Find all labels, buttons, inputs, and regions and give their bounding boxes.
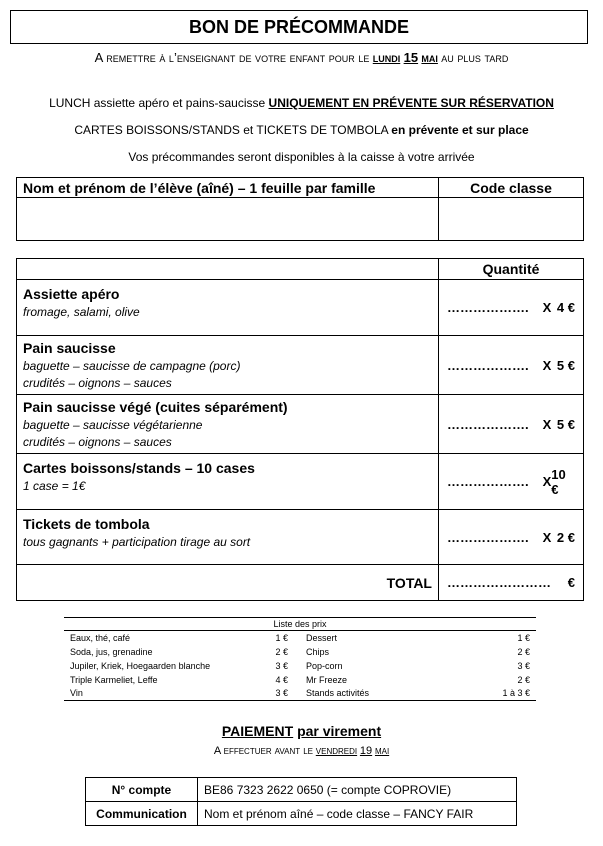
item-name: Assiette apéro bbox=[23, 286, 120, 302]
price-row bbox=[64, 673, 536, 687]
price-item: Jupiler, Kriek, Hoegaarden blanche bbox=[70, 660, 211, 671]
price-item: Chips bbox=[306, 646, 330, 657]
student-name-field[interactable] bbox=[17, 198, 439, 241]
price-item: Vin bbox=[70, 688, 83, 699]
item-name: Pain saucisse bbox=[23, 340, 116, 356]
deadline-month: mai bbox=[421, 50, 438, 65]
times-sign: X bbox=[542, 529, 552, 545]
payment-sub-date: 19 bbox=[359, 745, 373, 757]
item-description: baguette – saucisse végétarienne bbox=[23, 418, 203, 432]
order-header-blank bbox=[17, 259, 439, 280]
item-name: Cartes boissons/stands – 10 cases bbox=[23, 460, 255, 476]
payment-table bbox=[85, 777, 517, 826]
deadline-prefix: A remettre à l’enseignant de votre enfant pour le bbox=[94, 50, 370, 65]
total-field[interactable]: …………………… bbox=[447, 575, 551, 590]
order-row bbox=[17, 336, 584, 395]
price-item: Mr Freeze bbox=[306, 674, 348, 685]
deadline-date: 15 bbox=[403, 50, 419, 65]
payment-sub-day: vendredi bbox=[315, 745, 358, 757]
info-line-1-text: LUNCH assiette apéro et pains-saucisse bbox=[49, 96, 266, 110]
item-description: baguette – saucisse de campagne (porc) bbox=[23, 359, 241, 373]
deadline-day: lundi bbox=[372, 50, 401, 65]
price-value: 1 € bbox=[275, 632, 288, 643]
price-item: Dessert bbox=[306, 632, 338, 643]
price-value: 3 € bbox=[517, 660, 530, 671]
deadline-line bbox=[0, 50, 603, 65]
quantity-field[interactable]: ………………. bbox=[447, 529, 529, 545]
student-name-header: Nom et prénom de l’élève (aîné) – 1 feuille par famille bbox=[17, 178, 439, 198]
item-price: 4 € bbox=[556, 300, 575, 315]
price-value: 3 € bbox=[275, 660, 288, 671]
item-name: Pain saucisse végé (cuites séparément) bbox=[23, 399, 288, 415]
order-row bbox=[17, 395, 584, 454]
deadline-suffix: au plus tard bbox=[441, 50, 509, 65]
payment-title-bold: PAIEMENT bbox=[221, 723, 294, 739]
communication-value: Nom et prénom aîné – code classe – FANCY FAIR bbox=[198, 802, 517, 826]
info-line-3: Vos précommandes seront disponibles à la caisse à votre arrivée bbox=[128, 150, 475, 164]
account-value: BE86 7323 2622 0650 (= compte COPROVIE) bbox=[198, 778, 517, 802]
total-currency: € bbox=[567, 575, 575, 590]
quantity-header: Quantité bbox=[439, 259, 584, 280]
times-sign: X bbox=[542, 474, 552, 489]
order-table bbox=[16, 258, 584, 601]
item-name: Tickets de tombola bbox=[23, 516, 150, 532]
order-row bbox=[17, 454, 584, 510]
price-item: Eaux, thé, café bbox=[70, 632, 131, 643]
payment-sub-prefix: A effectuer avant le bbox=[213, 745, 313, 757]
price-row bbox=[64, 659, 536, 673]
times-sign: X bbox=[542, 416, 552, 432]
info-line-2 bbox=[0, 123, 603, 137]
times-sign: X bbox=[542, 357, 552, 373]
item-price: 2 € bbox=[556, 529, 575, 545]
total-label: TOTAL bbox=[17, 565, 439, 601]
price-value: 1 à 3 € bbox=[502, 688, 530, 699]
item-description: tous gagnants + participation tirage au sort bbox=[23, 535, 251, 549]
info-line-2-text: CARTES BOISSONS/STANDS et TICKETS DE TOMBOLA bbox=[74, 123, 388, 137]
total-row bbox=[17, 565, 584, 601]
item-price: 5 € bbox=[556, 416, 575, 432]
item-price: 10 € bbox=[551, 466, 566, 497]
quantity-field[interactable]: ………………. bbox=[447, 416, 529, 432]
price-value: 1 € bbox=[517, 632, 530, 643]
price-value: 3 € bbox=[275, 688, 288, 699]
price-list-caption: Liste des prix bbox=[64, 618, 536, 631]
price-list bbox=[64, 617, 536, 701]
order-row bbox=[17, 280, 584, 336]
price-item: Soda, jus, grenadine bbox=[70, 646, 153, 657]
order-row bbox=[17, 510, 584, 565]
price-row bbox=[64, 687, 536, 701]
payment-sub-month: mai bbox=[374, 745, 390, 757]
info-line-1-emph: UNIQUEMENT EN PRÉVENTE SUR RÉSERVATION bbox=[268, 96, 554, 110]
item-description: crudités – oignons – sauces bbox=[23, 435, 172, 449]
times-sign: X bbox=[542, 300, 552, 315]
student-table bbox=[16, 177, 584, 241]
price-item: Triple Karmeliet, Leffe bbox=[70, 674, 158, 685]
quantity-field[interactable]: ………………. bbox=[447, 474, 529, 489]
price-item: Stands activités bbox=[306, 688, 370, 699]
communication-label: Communication bbox=[86, 802, 198, 826]
item-description: crudités – oignons – sauces bbox=[23, 376, 172, 390]
price-item: Pop-corn bbox=[306, 660, 343, 671]
class-code-header: Code classe bbox=[439, 178, 584, 198]
account-label: N° compte bbox=[86, 778, 198, 802]
quantity-field[interactable]: ………………. bbox=[447, 300, 529, 315]
info-line-2-emph: en prévente et sur place bbox=[391, 123, 529, 137]
item-description: 1 case = 1€ bbox=[23, 479, 86, 493]
price-row bbox=[64, 631, 536, 645]
price-value: 2 € bbox=[275, 646, 288, 657]
item-price: 5 € bbox=[556, 357, 575, 373]
payment-subtitle bbox=[0, 745, 603, 757]
price-value: 2 € bbox=[517, 646, 530, 657]
info-line-1 bbox=[0, 96, 603, 110]
price-row bbox=[64, 645, 536, 659]
quantity-field[interactable]: ………………. bbox=[447, 357, 529, 373]
class-code-field[interactable] bbox=[439, 198, 584, 241]
item-description: fromage, salami, olive bbox=[23, 305, 140, 319]
price-value: 4 € bbox=[275, 674, 288, 685]
payment-title bbox=[0, 723, 603, 739]
payment-title-rest: par virement bbox=[297, 723, 382, 739]
price-value: 2 € bbox=[517, 674, 530, 685]
page-title: BON DE PRÉCOMMANDE bbox=[10, 10, 588, 44]
